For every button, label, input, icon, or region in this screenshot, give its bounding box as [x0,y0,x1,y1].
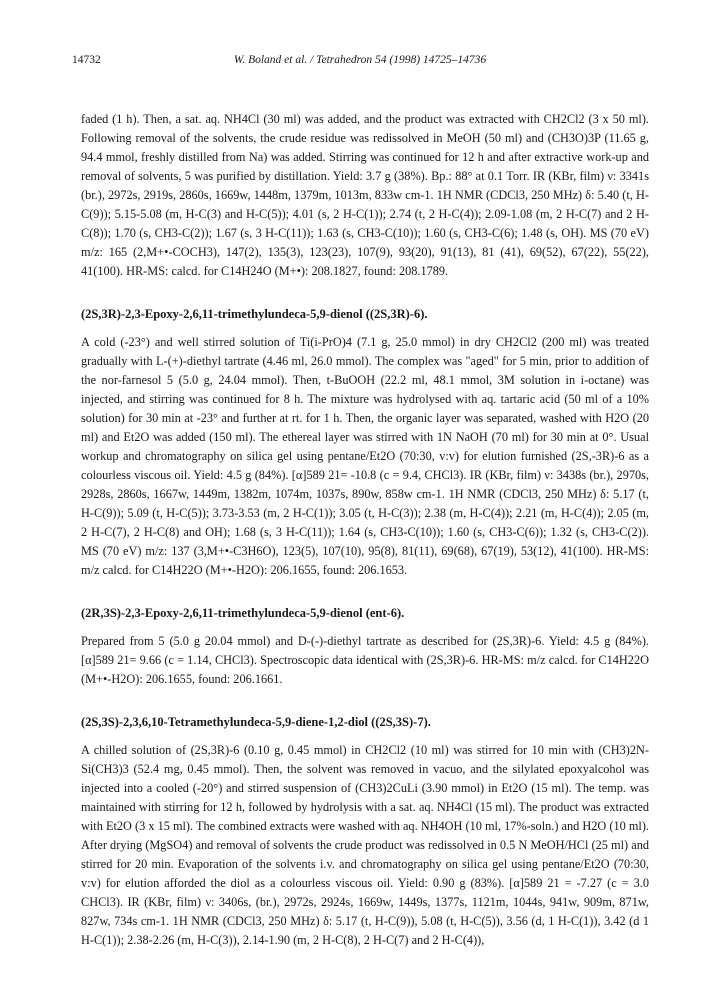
section-heading: (2R,3S)-2,3-Epoxy-2,6,11-trimethylundeca-5,9-dienol (ent-6). [81,606,405,620]
section-paragraph: Prepared from 5 (5.0 g 20.04 mmol) and D-(-)-diethyl tartrate as described for (2S,3R)-6. Yield: 4.5 g (84%). [α]589 21= 9.66 (c = 1.14, CHCl3). Spectroscopic data identical with (2S,3R)-6. HR-MS: m/z calcd. for C14H22O (M+•-H2O): 206.1655, found: 206.1661. [81,634,649,686]
page-body [81,110,649,950]
section-heading: (2S,3R)-2,3-Epoxy-2,6,11-trimethylundeca-5,9-dienol ((2S,3R)-6). [81,307,428,321]
page-number: 14732 [72,54,101,66]
section-paragraph: A chilled solution of (2S,3R)-6 (0.10 g, 0.45 mmol) in CH2Cl2 (10 ml) was stirred for 10 min with (CH3)2N-Si(CH3)3 (52.4 mg, 0.45 mmol). Then, the solvent was removed in vacuo, and the silylated epoxyalcohol was injected into a cooled (-20°) and stirred suspension of (CH3)2CuLi (3.90 mmol) in Et2O (15 ml). The temp. was maintained with stirring for 12 h, followed by hydrolysis with a sat. aq. NH4Cl (15 ml). The product was extracted with Et2O (3 x 15 ml). The combined extracts were washed with aq. NH4OH (10 ml, 17%-soln.) and H2O (10 ml). After drying (MgSO4) and removal of solvents the crude product was redissolved in 0.5 N MeOH/HCl (25 ml) and stirred for 20 min. Evaporation of the solvents i.v. and chromatography on silica gel using pentane/Et2O (70:30, v:v) for elution afforded the diol as a colourless viscous oil. Yield: 0.90 g (83%). [α]589 21 = -7.27 (c = 3.0 CHCl3). IR (KBr, film) ν: 3406s, (br.), 2972s, 2924s, 1669w, 1449s, 1377s, 1121m, 1044s, 941w, 909m, 871w, 827w, 734s cm-1. 1H NMR (CDCl3, 250 MHz) δ: 5.17 (t, H-C(9)), 5.08 (t, H-C(5)), 3.56 (d, 1 H-C(1)), 3.42 (d 1 H-C(1)); 2.38-2.26 (m, H-C(3)), 2.14-1.90 (m, 2 H-C(8), 2 H-C(7) and 2 H-C(4)), [81,743,649,947]
intro-paragraph: faded (1 h). Then, a sat. aq. NH4Cl (30 ml) was added, and the product was extracted with CH2Cl2 (3 x 50 ml). Following removal of the solvents, the crude residue was redissolved in MeOH (50 ml) and (CH3O)3P (11.65 g, 94.4 mmol, freshly distilled from Na) was added. Stirring was continued for 12 h and after extractive work-up and removal of solvents, 5 was purified by distillation. Yield: 3.7 g (38%). Bp.: 88° at 0.1 Torr. IR (KBr, film) ν: 3341s (br.), 2972s, 2919s, 2860s, 1669w, 1448m, 1379m, 1013m, 833w cm-1. 1H NMR (CDCl3, 250 MHz) δ: 5.40 (t, H-C(9)); 5.15-5.08 (m, H-C(3) and H-C(5)); 4.01 (s, 2 H-C(1)); 2.74 (t, 2 H-C(4)); 2.09-1.08 (m, 2 H-C(7) and 2 H-C(8)); 1.70 (s, CH3-C(2)); 1.67 (s, 3 H-C(11)); 1.63 (s, CH3-C(10)); 1.60 (s, CH3-C(6); 1.48 (s, OH). MS (70 eV) m/z: 165 (2,M+•-COCH3), 147(2), 135(3), 123(23), 107(9), 93(20), 91(13), 81 (41), 69(52), 67(22), 55(22), 41(100). HR-MS: calcd. for C14H24O (M+•): 208.1827, found: 208.1789. [81,112,649,278]
running-title: W. Boland et al. / Tetrahedron 54 (1998) 14725–14736 [233,54,487,66]
section-paragraph: A cold (-23°) and well stirred solution of Ti(i-PrO)4 (7.1 g, 25.0 mmol) in dry CH2Cl2 (200 ml) was treated gradually with L-(+)-diethyl tartrate (4.46 ml, 26.0 mmol). The complex was "aged" for 5 min, prior to addition of the nor-farnesol 5 (5.0 g, 24.04 mmol). Then, t-BuOOH (22.2 ml, 48.1 mmol, 3M solution in i-octane) was injected, and stirring was continued for 8 h. The mixture was hydrolysed with aq. tartaric acid (50 ml of a 10% solution) for 30 min at -23° and further at rt. for 1 h. Then, the organic layer was separated, washed with H2O (20 ml) and Et2O was added (150 ml). The ethereal layer was stirred with 1N NaOH (70 ml) for 30 min at 0°. Usual workup and chromatography on silica gel using pentane/Et2O (70:30, v:v) for elution furnished (2S,-3R)-6 as a colourless viscous oil. Yield: 4.5 g (84%). [α]589 21= -10.8 (c = 9.4, CHCl3). IR (KBr, film) ν: 3438s (br.), 2970s, 2928s, 2860s, 1667w, 1449m, 1382m, 1074m, 1037s, 890w, 858w cm-1. 1H NMR (CDCl3, 250 MHz) δ: 5.17 (t, H-C(9)); 5.09 (t, H-C(5)); 3.73-3.53 (m, 2 H-C(1)); 3.05 (t, H-C(3)); 2.38 (m, H-C(4)); 2.21 (m, H-C(4)); 2.05 (m, 2 H-C(7), 2 H-C(8) and OH); 1.68 (s, 3 H-C(11)); 1.64 (s, CH3-C(10)); 1.60 (s, CH3-C(6)); 1.32 (s, CH3-C(2)). MS (70 eV) m/z: 137 (3,M+•-C3H6O), 123(5), 107(10), 95(8), 81(11), 69(68), 67(19), 53(12), 41(100). HR-MS: m/z calcd. for C14H22O (M+•-H2O): 206.1655, found: 206.1653. [81,335,649,577]
section-heading: (2S,3S)-2,3,6,10-Tetramethylundeca-5,9-diene-1,2-diol ((2S,3S)-7). [81,715,431,729]
page-header [0,54,720,70]
